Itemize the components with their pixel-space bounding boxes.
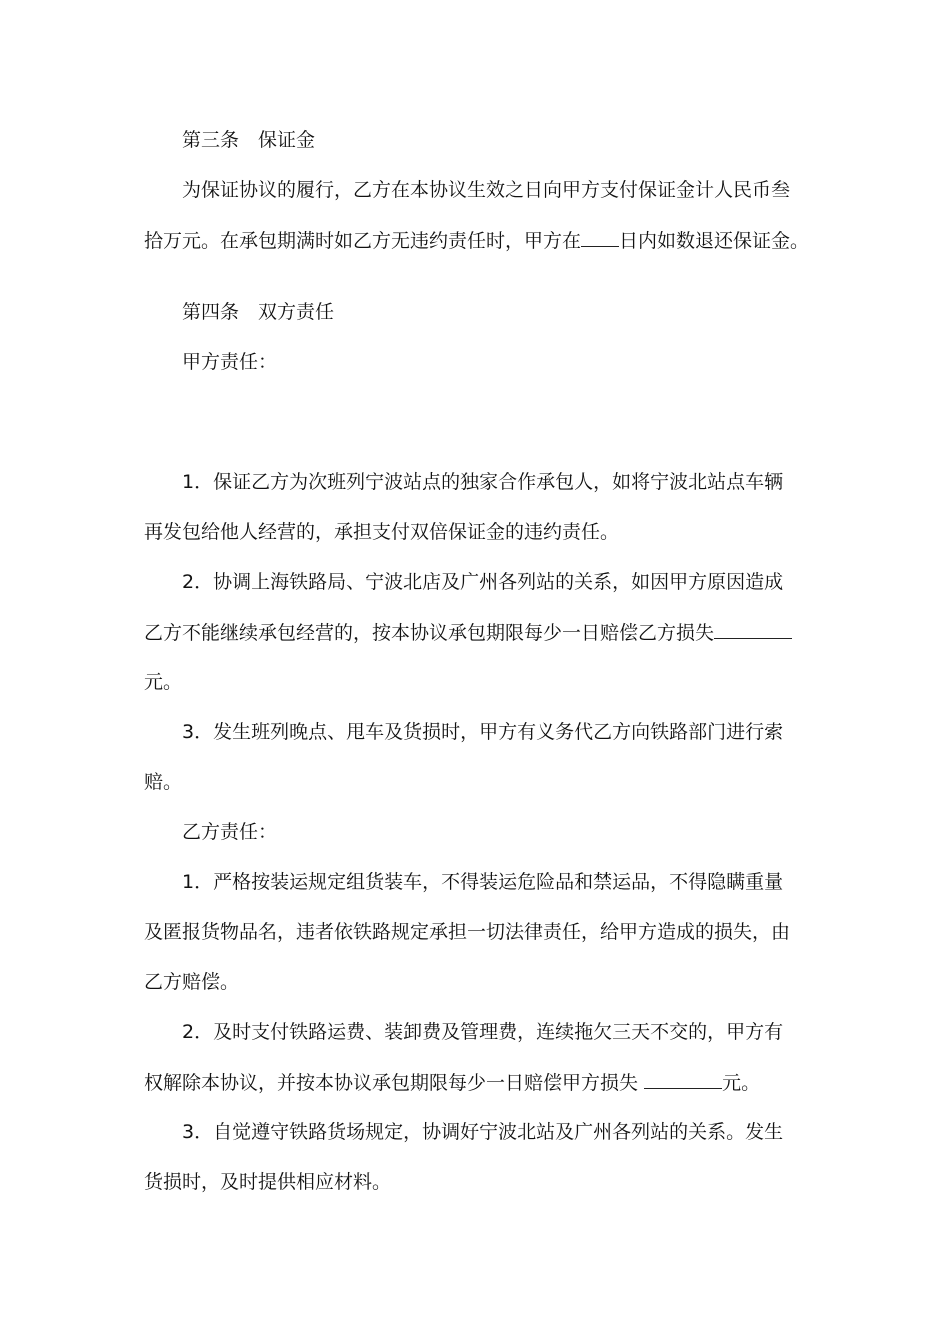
amount-blank [714, 620, 792, 639]
article-3-text-a: 拾万元。在承包期满时如乙方无违约责任时，甲方在 [144, 230, 582, 252]
party-a-item-3-line-2: 赔。 [144, 771, 183, 793]
party-a-heading: 甲方责任： [182, 351, 278, 373]
party-a-item-2-text: 乙方不能继续承包经营的，按本协议承包期限每少一日赔偿乙方损失 [144, 622, 715, 644]
party-b-item-2-line-1: 2．及时支付铁路运费、装卸费及管理费，连续拖欠三天不交的，甲方有 [182, 1021, 784, 1043]
article-4-heading: 第四条 双方责任 [182, 301, 335, 323]
article-3-text-b: 日内如数退还保证金。 [619, 230, 810, 252]
party-b-item-1-line-1: 1．严格按装运规定组货装车，不得装运危险品和禁运品，不得隐瞒重量 [182, 871, 784, 893]
party-b-item-1-line-2: 及匿报货物品名，违者依铁路规定承担一切法律责任，给甲方造成的损失，由 [144, 921, 791, 943]
party-a-item-1-line-2: 再发包给他人经营的，承担支付双倍保证金的违约责任。 [144, 521, 620, 543]
party-a-item-3-line-1: 3．发生班列晚点、甩车及货损时，甲方有义务代乙方向铁路部门进行索 [182, 721, 784, 743]
party-a-item-2-line-3: 元。 [144, 671, 183, 693]
party-b-item-2-line-2 [144, 1070, 760, 1095]
party-b-item-2-text: 权解除本协议，并按本协议承包期限每少一日赔偿甲方损失 [144, 1072, 639, 1094]
article-3-paragraph-line-1: 为保证协议的履行，乙方在本协议生效之日向甲方支付保证金计人民币叁 [182, 179, 791, 201]
article-3-paragraph-line-2 [144, 228, 809, 253]
party-b-item-3-line-1: 3．自觉遵守铁路货场规定，协调好宁波北站及广州各列站的关系。发生 [182, 1121, 784, 1143]
days-blank [581, 228, 619, 247]
amount-blank [644, 1070, 722, 1089]
party-b-item-1-line-3: 乙方赔偿。 [144, 971, 240, 993]
party-a-item-1-line-1: 1．保证乙方为次班列宁波站点的独家合作承包人，如将宁波北站点车辆 [182, 471, 784, 493]
article-3-heading: 第三条 保证金 [182, 129, 316, 151]
party-b-item-2-unit: 元。 [722, 1072, 761, 1094]
party-a-item-2-line-2 [144, 620, 792, 645]
party-a-item-2-line-1: 2．协调上海铁路局、宁波北店及广州各列站的关系，如因甲方原因造成 [182, 571, 784, 593]
party-b-heading: 乙方责任： [182, 821, 278, 843]
party-b-item-3-line-2: 货损时，及时提供相应材料。 [144, 1171, 392, 1193]
